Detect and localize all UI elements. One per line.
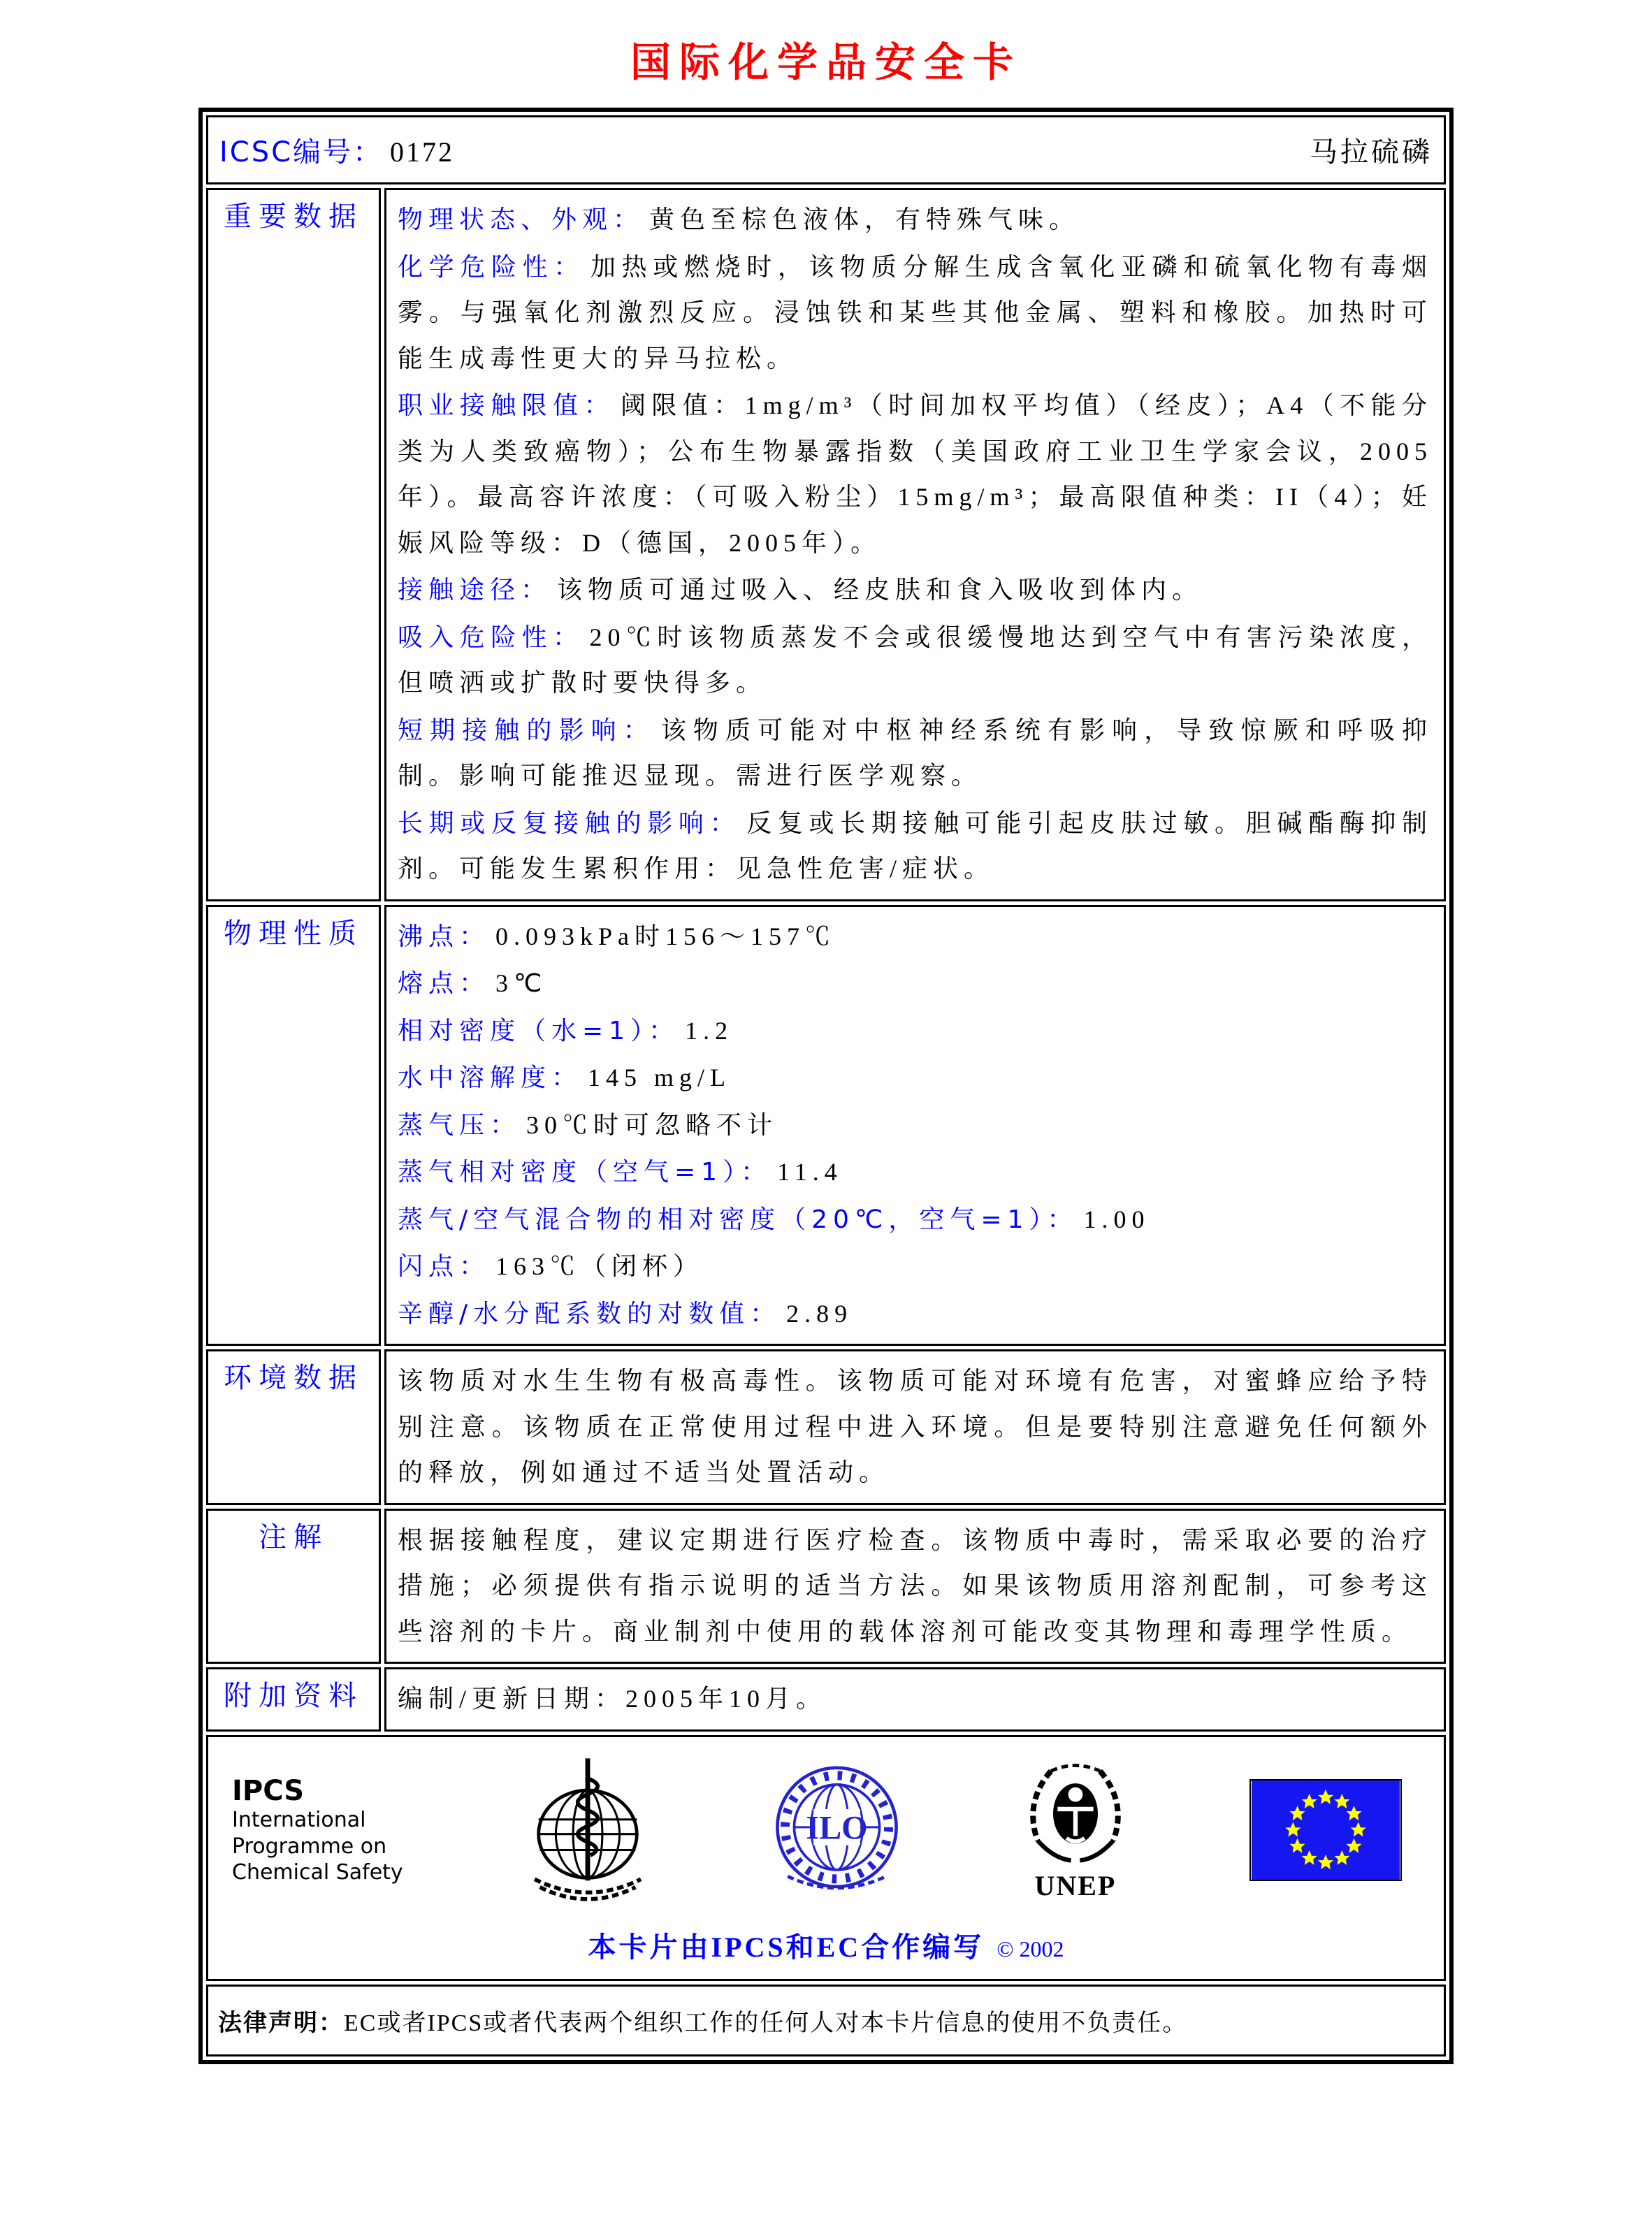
field-label: 短期接触的影响： [398,716,655,745]
field-label: 职业接触限值： [398,391,615,421]
field-text: 20℃时该物质蒸发不会或很缓慢地达到空气中有害污染浓度，但喷洒或扩散时要快得多。 [398,623,1433,697]
notes-text: 根据接触程度，建议定期进行医疗检查。该物质中毒时，需采取必要的治疗措施；必须提供有指示说明的适当方法。如果该物质用溶剂配制，可参考这些溶剂的卡片。商业制剂中使用的载体溶剂可能改变其物理和毒理学性质。 [398,1525,1433,1646]
property-paragraph [398,1291,1433,1337]
property-label: 蒸气相对密度（空气=1）： [398,1158,772,1187]
property-label: 相对密度（水=1）： [398,1016,680,1045]
ipcs-line-3: Chemical Safety [232,1860,403,1885]
icsc-number-label: ICSC编号： [219,136,384,168]
data-paragraph [398,567,1433,614]
environmental-data-label: 环境数据 [206,1349,381,1505]
notes-label: 注解 [206,1509,381,1664]
field-text: 加热或燃烧时，该物质分解生成含氧化亚磷和硫氧化物有毒烟雾。与强氧化剂激烈反应。浸蚀铁和某些其他金属、塑料和橡胶。加热时可能生成毒性更大的异马拉松。 [398,252,1433,372]
additional-info-label: 附加资料 [206,1667,381,1732]
icsc-number-value: 0172 [390,136,455,168]
property-label: 闪点： [398,1252,491,1282]
important-data-label: 重要数据 [206,188,381,901]
field-text: 反复或长期接触可能引起皮肤过敏。胆碱酯酶抑制剂。可能发生累积作用：见急性危害/症状。 [398,808,1433,883]
important-data-row [206,188,1446,901]
property-paragraph [398,1008,1433,1054]
field-label: 物理状态、外观： [398,205,644,234]
notes-row [206,1509,1446,1664]
property-value: 11.4 [777,1158,843,1187]
property-label: 蒸气/空气混合物的相对密度（20℃，空气=1）： [398,1205,1078,1234]
legal-text: EC或者IPCS或者代表两个组织工作的任何人对本卡片信息的使用不负责任。 [344,2010,1188,2036]
important-data-content [384,188,1446,901]
unep-icon [1020,1758,1131,1873]
property-value: 145 mg/L [588,1064,732,1092]
property-label: 蒸气压： [398,1110,521,1140]
credit-text: 本卡片由IPCS和EC合作编写 [588,1931,985,1963]
icsc-card-table [198,108,1454,2064]
property-value: 1.00 [1083,1205,1150,1233]
unep-caption: UNEP [1034,1870,1117,1902]
ipcs-line-2: Programme on [232,1834,387,1859]
property-value: 0.093kPa时156～157℃ [495,922,836,950]
field-label: 化学危险性： [398,252,585,282]
property-label: 水中溶解度： [398,1064,583,1093]
field-text: 该物质可通过吸入、经皮肤和食入吸收到体内。 [557,576,1203,604]
data-paragraph [398,801,1433,892]
field-text: 黄色至棕色液体，有特殊气味。 [649,205,1080,233]
physical-properties-label: 物理性质 [206,905,381,1347]
property-value: 1.2 [685,1016,734,1045]
header-cell [206,115,1446,184]
data-paragraph [398,383,1433,566]
unep-logo-block [1020,1758,1131,1902]
property-paragraph [398,1103,1433,1149]
field-text: 阈限值：1mg/m³（时间加权平均值）（经皮）；A4（不能分类为人类致癌物）；公布生物暴露指数（美国政府工业卫生学家会议，2005年）。最高容许浓度：（可吸入粉尘）15mg/m³；最高限值种类：II（4）；妊娠风险等级：D（德国，2005年）。 [398,391,1433,557]
credit-line [229,1925,1423,1965]
notes-content [384,1509,1446,1664]
page-title: 国际化学品安全卡 [630,38,1022,86]
copyright-text: © 2002 [997,1936,1064,1961]
chemical-name: 马拉硫磷 [1310,136,1433,168]
field-label: 接触途径： [398,576,552,605]
property-paragraph [398,1197,1433,1243]
property-paragraph [398,914,1433,960]
data-paragraph [398,197,1433,243]
eu-flag-icon [1249,1779,1402,1881]
environmental-data-content [384,1349,1446,1505]
additional-info-text: 编制/更新日期：2005年10月。 [398,1685,827,1713]
who-icon [521,1757,654,1903]
legal-row [206,1985,1446,2056]
physical-properties-content [384,905,1446,1347]
svg-text:ILO: ILO [806,1809,868,1847]
property-paragraph [398,1055,1433,1101]
data-paragraph [398,708,1433,799]
ipcs-text-block [232,1775,403,1886]
ipcs-acronym: IPCS [232,1775,305,1808]
property-value: 30℃时可忽略不计 [526,1110,778,1139]
property-label: 熔点： [398,969,491,999]
legal-cell [206,1985,1446,2056]
property-value: 3℃ [495,969,548,998]
property-value: 2.89 [786,1299,853,1328]
environmental-data-text: 该物质对水生生物有极高毒性。该物质可能对环境有危害，对蜜蜂应给予特别注意。该物质在正常使用过程中进入环境。但是要特别注意避免任何额外的释放，例如通过不适当处置活动。 [398,1367,1433,1487]
property-paragraph [398,1149,1433,1196]
field-label: 吸入危险性： [398,623,584,652]
field-text: 该物质可能对中枢神经系统有影响，导致惊厥和呼吸抑制。影响可能推迟显现。需进行医学观察。 [398,716,1433,790]
logos-row [206,1735,1446,1981]
header-row [206,115,1446,184]
ilo-icon [772,1762,901,1899]
icsc-number-group [219,130,454,170]
property-value: 163℃（闭杯） [495,1252,704,1281]
additional-info-content [384,1667,1446,1732]
legal-label: 法律声明： [218,2008,344,2037]
data-paragraph [398,245,1433,382]
field-label: 长期或反复接触的影响： [398,808,741,838]
property-label: 辛醇/水分配系数的对数值： [398,1299,781,1328]
property-paragraph [398,961,1433,1007]
environmental-data-row [206,1349,1446,1505]
logos-cell [206,1735,1446,1981]
property-paragraph [398,1244,1433,1290]
ipcs-line-1: International [232,1808,366,1833]
property-label: 沸点： [398,922,491,951]
additional-info-row [206,1667,1446,1732]
data-paragraph [398,615,1433,706]
physical-properties-row [206,905,1446,1347]
